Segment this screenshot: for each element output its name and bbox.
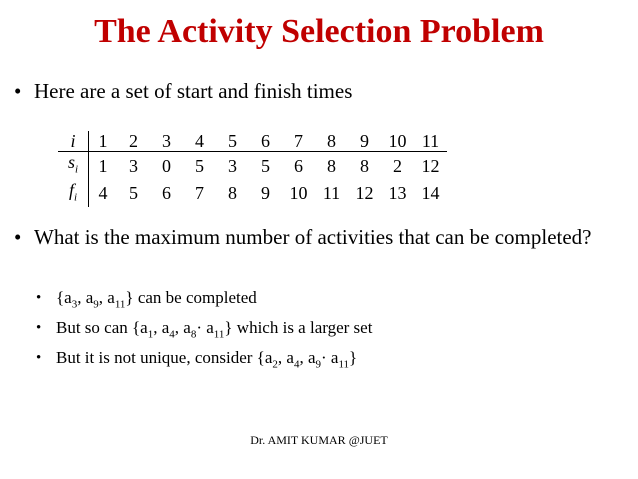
row-label: $f_i$ [58,180,89,208]
activity-times-table [58,131,447,207]
bullet-dot: • [36,350,42,366]
table-cell: 8 [327,155,336,176]
table-cell: 3 [228,155,237,176]
sub-bullet-text: {$a_3$, $a_9$, $a_{11}$} can be completed [56,288,257,311]
sub-bullet-2 [36,317,372,345]
table-cell: 3 [129,155,138,176]
footer-credit: Dr. AMIT KUMAR @JUET [250,433,388,447]
table-cell: 14 [421,183,440,204]
table-cell: 13 [388,183,407,204]
bullet-dot: • [36,320,42,336]
table-cell: 11 [414,131,447,152]
table-cell: 5 [129,183,138,204]
table-cell: 10 [289,183,308,204]
table-cell: 9 [348,131,381,152]
table-cell: 11 [322,183,341,204]
slide-title: The Activity Selection Problem [94,13,544,50]
table-row [58,180,447,208]
table-cell: 1 [98,155,108,176]
table-cell: 0 [162,155,171,176]
bullet-start-finish [14,77,614,106]
table-cell: 9 [261,183,270,204]
sub-bullet-3 [36,347,357,375]
bullet-dot: • [14,79,22,103]
row-label: i [58,131,89,152]
table-cell: 2 [393,155,402,176]
table-cell: 7 [195,183,204,204]
table-row [58,131,447,152]
table-cell: 7 [282,131,315,152]
table-cell: 10 [381,131,414,152]
bullet-text: Here are a set of start and finish times [34,79,353,103]
table-cell: 6 [249,131,282,152]
bullet-text: What is the maximum number of activities that can be completed? [34,225,592,249]
table-cell: 8 [228,183,237,204]
bullet-dot: • [36,290,42,306]
sub-bullet-text: But it is not unique, consider {$a_2$, $a_4$, $a_9\cdot a_{11}$} [56,348,358,371]
table-cell: 8 [360,155,369,176]
table-cell: 1 [89,131,118,152]
table-cell: 12 [355,183,374,204]
sub-bullet-1 [36,287,257,315]
bullet-dot: • [14,225,22,249]
table-cell: 4 [183,131,216,152]
table-row [58,152,447,180]
table-cell: 3 [150,131,183,152]
bullet-maximum-question [14,223,614,252]
row-label: $s_i$ [58,152,89,180]
sub-bullet-text: But so can {$a_1$, $a_4$, $a_8\cdot a_{11}$} which is a larger set [56,318,373,341]
table-cell: 6 [162,183,171,204]
table-cell: 12 [421,155,440,176]
table-cell: 2 [117,131,150,152]
table-cell: 6 [294,155,303,176]
table-cell: 8 [315,131,348,152]
table-cell: 4 [98,183,108,204]
table-cell: 5 [261,155,270,176]
table-cell: 5 [195,155,204,176]
table-cell: 5 [216,131,249,152]
